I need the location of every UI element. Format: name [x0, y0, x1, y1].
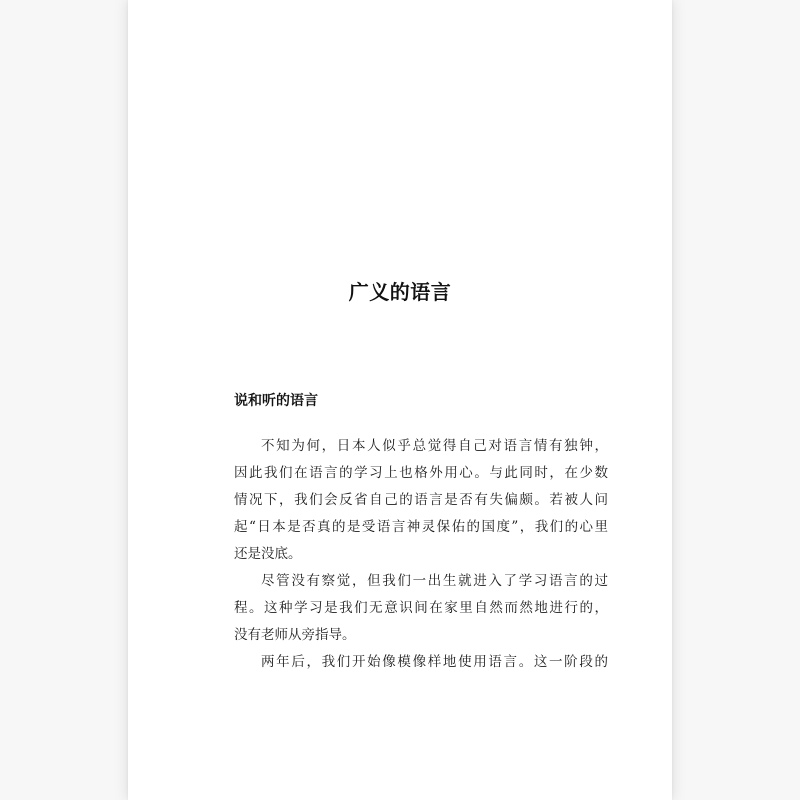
book-page — [128, 0, 672, 800]
section-heading: 说和听的语言 — [234, 393, 318, 409]
paragraph — [234, 649, 608, 676]
paragraph — [234, 568, 608, 649]
text-line: 因此我们在语言的学习上也格外用心。与此同时，在少数 — [234, 465, 608, 481]
text-line: 没有老师从旁指导。 — [234, 627, 356, 643]
text-line: 不知为何，日本人似乎总觉得自己对语言情有独钟， — [261, 438, 608, 454]
text-line: 起“日本是否真的是受语言神灵保佑的国度”，我们的心里 — [234, 519, 608, 535]
chapter-title: 广义的语言 — [348, 280, 452, 304]
text-line: 还是没底。 — [234, 546, 302, 562]
text-line: 程。这种学习是我们无意识间在家里自然而然地进行的， — [234, 600, 608, 616]
text-line: 尽管没有察觉，但我们一出生就进入了学习语言的过 — [261, 573, 608, 589]
paragraph — [234, 433, 608, 568]
body-text — [234, 433, 608, 676]
text-line: 情况下，我们会反省自己的语言是否有失偏颇。若被人问 — [234, 492, 608, 508]
text-line: 两年后，我们开始像模像样地使用语言。这一阶段的 — [261, 654, 608, 670]
